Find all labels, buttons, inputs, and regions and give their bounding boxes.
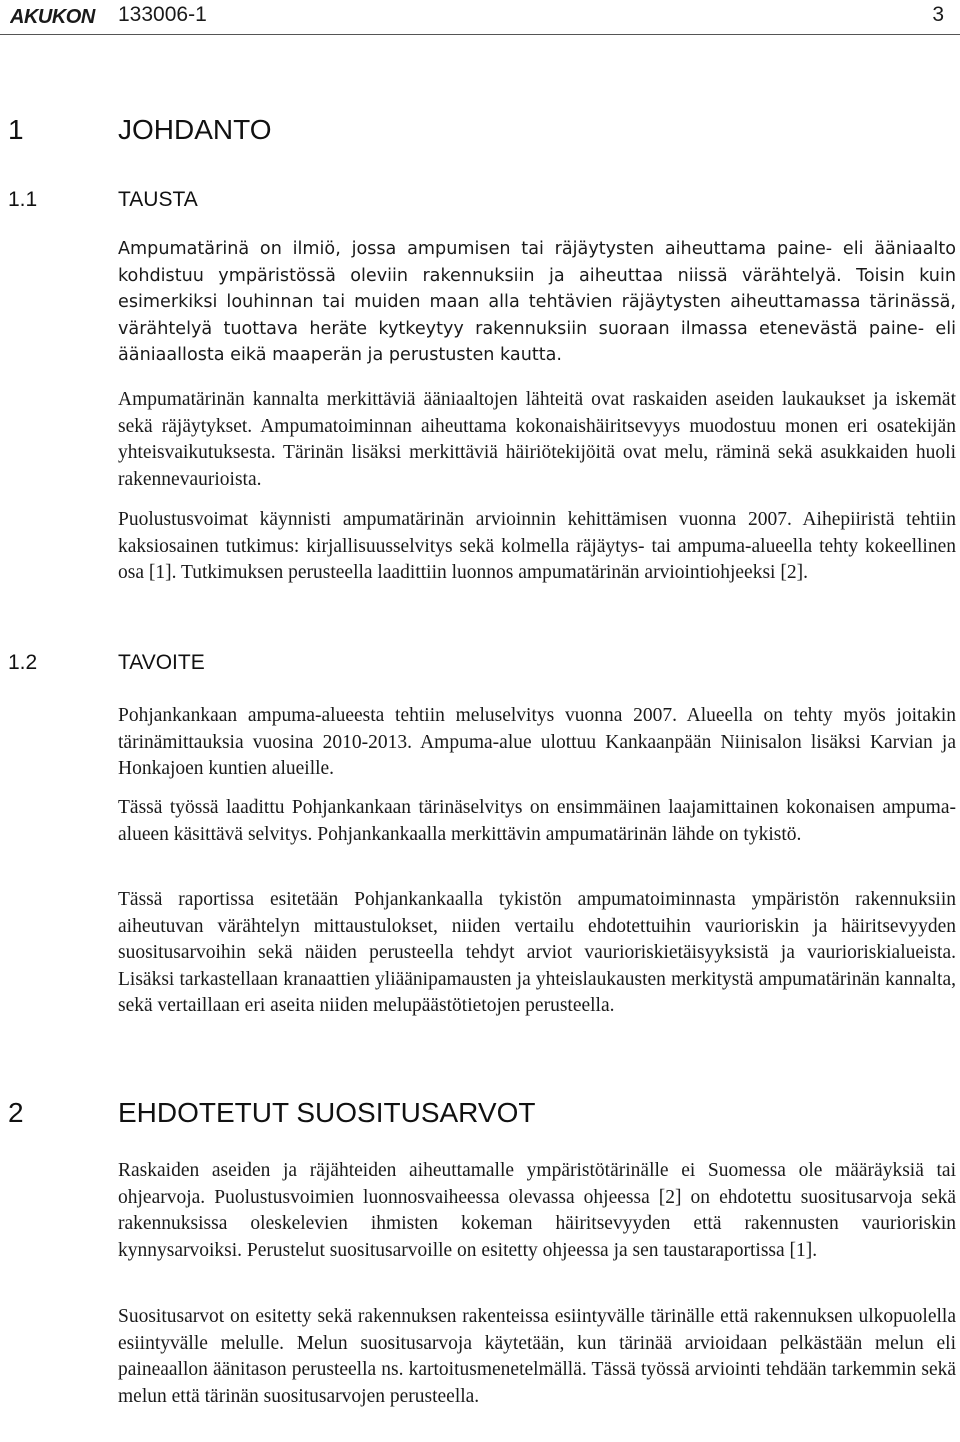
logo-text: AKUKON (10, 6, 95, 26)
paragraph-tavoite-1: Pohjankankaan ampuma-alueesta tehtiin meluselvitys vuonna 2007. Alueella on tehty myös joitakin tärinämittauksia vuosina 2010-2013. Ampuma-alue ulottuu Kankaanpään Niinisalon lisäksi Karvian ja Honkajoen kuntien alueille. (118, 705, 956, 779)
heading-1-2 (0, 651, 960, 679)
heading-title: TAVOITE (118, 651, 205, 674)
heading-2 (0, 1097, 960, 1133)
heading-title: JOHDANTO (118, 114, 272, 145)
paragraph-tavoite-2: Tässä työssä laadittu Pohjankankaan tärinäselvitys on ensimmäinen laajamittainen kokonaisen ampuma-alueen käsittävä selvitys. Pohjankankaalla merkittävin ampumatärinän lähde on tykistö. (118, 797, 956, 845)
heading-number: 1.1 (8, 188, 38, 211)
paragraph-tavoite-3: Tässä raportissa esitetään Pohjankankaalla tykistön ampumatoiminnasta ympäristön rakennuksiin aiheutuvan värähtelyn mittaustulokset, niiden vertailu ehdotettuihin vaurioriskin ja häiritsevyyden suositusarvoihin sekä näiden perusteella tehdyt arviot vaurioriskietäisyyksistä ja vaurioriskialueista. Lisäksi tarkastellaan kranaattien yliäänipamausten ja yhteislaukausten merkitystä ampumatärinän kannalta, sekä vertaillaan eri aseita niiden melupäästötietojen perusteella. (118, 889, 956, 1016)
heading-1 (0, 114, 960, 150)
paragraph-tausta-1: Ampumatärinä on ilmiö, jossa ampumisen tai räjäytysten aiheuttama paine- eli ääniaalto kohdistuu ympäristössä oleviin rakennuksiin ja aiheuttaa niissä värähtelyä. Toisin kuin esimerkiksi louhinnan tai muiden maan alla tehtävien räjäytysten aiheuttamassa tärinässä, värähtelyä tuottava heräte kytkeytyy rakennuksiin suoraan ilmassa etenevästä paine- eli ääniaallosta eikä maaperän ja perustusten kautta. (118, 239, 956, 365)
heading-1-1 (0, 188, 960, 216)
akukon-logo (10, 6, 102, 26)
paragraph-suositus-1: Raskaiden aseiden ja räjähteiden aiheuttamalle ympäristötärinälle ei Suomessa ole määräyksiä tai ohjearvoja. Puolustusvoimien luonnosvaiheessa olevassa ohjeessa [2] on ehdotettu suositusarvoja sekä rakennuksissa oleskelevien ihmisten kokeman häiritsevyyden että rakennusten vaurioriskin kynnysarvoiksi. Perustelut suositusarvoille on esitetty ohjeessa ja sen taustaraportissa [1]. (118, 1160, 956, 1261)
page-number: 3 (932, 3, 944, 26)
heading-number: 2 (8, 1097, 24, 1128)
heading-number: 1 (8, 114, 24, 145)
paragraph-suositus-2: Suositusarvot on esitetty sekä rakennuksen rakenteissa esiintyvälle tärinälle että rakennuksen ulkopuolella esiintyvälle melulle. Melun suositusarvoja käytetään, kun tärinää arvioidaan pelkästään melun eli paineaallon äänitason perusteella ns. kartoitusmenetelmällä. Tässä työssä arviointi tehdään tarkemmin sekä melun että tärinän suositusarvojen perusteella. (118, 1306, 956, 1407)
page-header (0, 0, 960, 36)
document-number: 133006-1 (118, 3, 207, 26)
heading-title: EHDOTETUT SUOSITUSARVOT (118, 1097, 536, 1128)
heading-number: 1.2 (8, 651, 38, 674)
paragraph-tausta-2: Ampumatärinän kannalta merkittäviä ääniaaltojen lähteitä ovat raskaiden aseiden laukaukset ja iskemät sekä räjäytykset. Ampumatoiminnan aiheuttama kokonaishäiritsevyys muodostuu monen eri osatekijän yhteisvaikutuksesta. Tärinän lisäksi merkittäviä häiriötekijöitä ovat melu, räminä sekä asukkaiden huoli rakennevaurioista. (118, 389, 956, 490)
header-divider (0, 34, 960, 35)
paragraph-tausta-3: Puolustusvoimat käynnisti ampumatärinän arvioinnin kehittämisen vuonna 2007. Aihepiiristä tehtiin kaksiosainen tutkimus: kirjallisuusselvitys sekä kolmella räjäytys- tai ampuma-alueella tehty kokeellinen osa [1]. Tutkimuksen perusteella laadittiin luonnos ampumatärinän arviointiohjeeksi [2]. (118, 509, 956, 583)
heading-title: TAUSTA (118, 188, 198, 211)
